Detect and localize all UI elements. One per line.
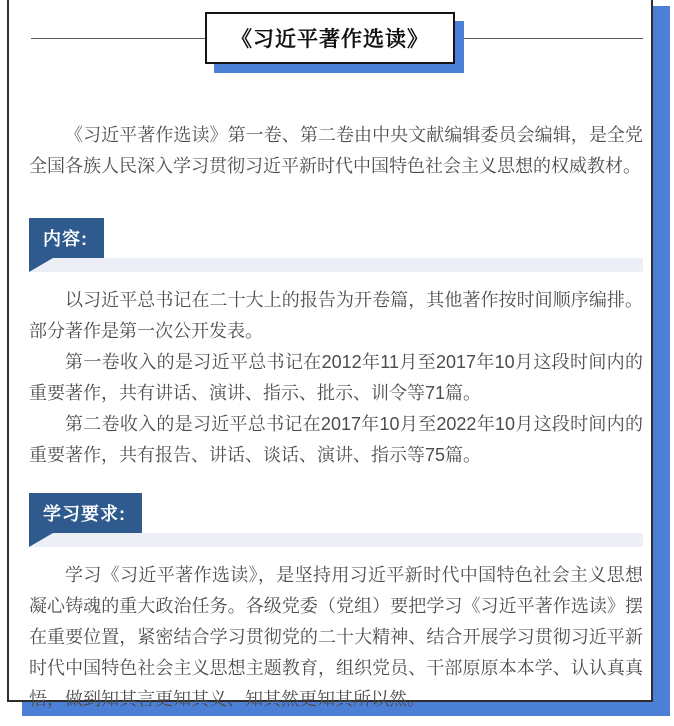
ribbon-fold-notch — [29, 533, 53, 547]
section-heading-study-requirements: 学习要求: — [29, 493, 142, 533]
section-underline-bar — [29, 533, 643, 547]
content-paragraph: 第二卷收入的是习近平总书记在2017年10月至2022年10月这段时间内的重要著作，共有报告、讲话、谈话、演讲、指示等75篇。 — [29, 414, 643, 465]
intro-paragraph: 《习近平著作选读》第一卷、第二卷由中央文献编辑委员会编辑，是全党全国各族人民深入学习贯彻习近平新时代中国特色社会主义思想的权威教材。 — [29, 125, 643, 176]
section-heading-content: 内容: — [29, 218, 104, 258]
content-paragraph: 以习近平总书记在二十大上的报告为开卷篇，其他著作按时间顺序编排。部分著作是第一次公开发表。 — [29, 290, 643, 341]
section-underline-bar — [29, 258, 643, 272]
section-content — [29, 218, 643, 471]
content-area — [9, 120, 651, 715]
document-card — [7, 0, 653, 709]
title-row — [9, 12, 651, 78]
ribbon-fold-notch — [29, 258, 53, 272]
page-title: 《习近平著作选读》 — [205, 12, 455, 64]
section-paragraphs — [29, 285, 643, 471]
section-paragraphs — [29, 560, 643, 715]
content-paragraph: 学习《习近平著作选读》，是坚持用习近平新时代中国特色社会主义思想凝心铸魂的重大政治任务。各级党委（党组）要把学习《习近平著作选读》摆在重要位置，紧密结合学习贯彻党的二十大精神、结合开展学习贯彻习近平新时代中国特色社会主义思想主题教育，组织党员、干部原原本本学、认认真真悟，做到知其言更知其义、知其然更知其所以然。 — [29, 565, 643, 709]
section-study-requirements — [29, 493, 643, 715]
content-paragraph: 第一卷收入的是习近平总书记在2012年11月至2017年10月这段时间内的重要著作，共有讲话、演讲、指示、批示、训令等71篇。 — [29, 352, 643, 403]
